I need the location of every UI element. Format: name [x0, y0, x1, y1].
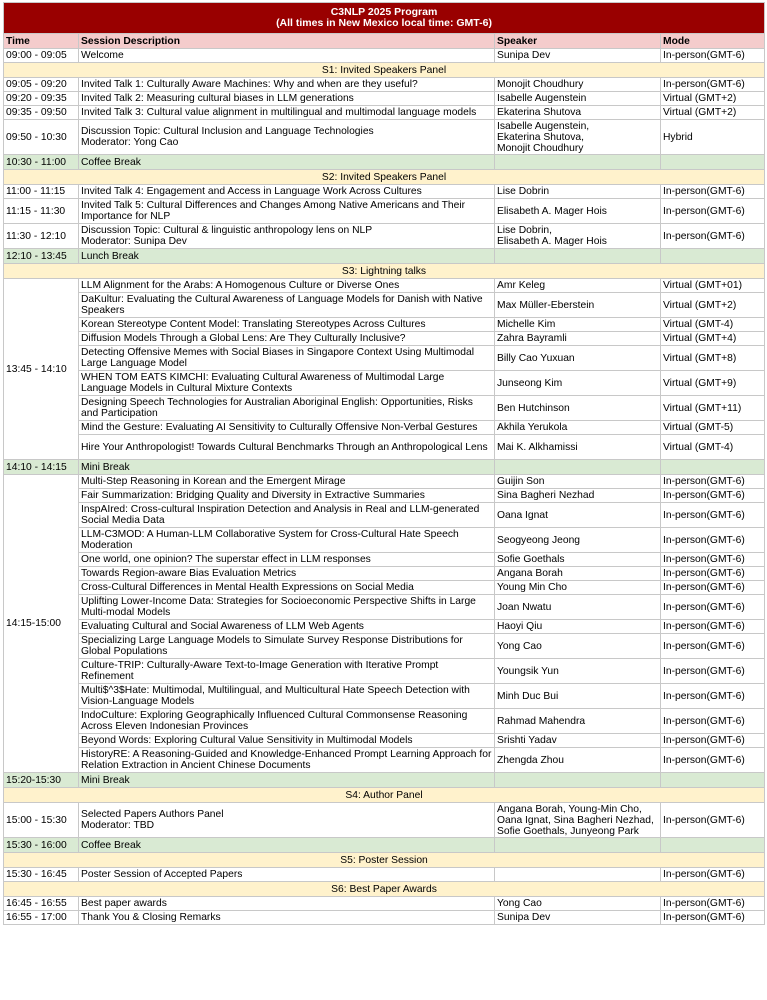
mode-cell: In-person(GMT-6)	[661, 911, 765, 925]
session-cell: Multi-Step Reasoning in Korean and the Emergent Mirage	[79, 475, 495, 489]
time-cell: 11:15 - 11:30	[4, 199, 79, 224]
table-row	[4, 734, 765, 748]
mode-cell: Virtual (GMT+2)	[661, 106, 765, 120]
break-row-mini	[4, 773, 765, 788]
table-row	[4, 620, 765, 634]
mode-cell: In-person(GMT-6)	[661, 620, 765, 634]
mode-cell: Virtual (GMT+01)	[661, 279, 765, 293]
speaker-cell: Joan Nwatu	[495, 595, 661, 620]
header-session: Session Description	[79, 34, 495, 49]
program-title-line1: C3NLP 2025 Program	[330, 6, 438, 18]
session-cell: Culture-TRIP: Culturally-Aware Text-to-Image Generation with Iterative Prompt Refinement	[79, 659, 495, 684]
mode-cell: In-person(GMT-6)	[661, 748, 765, 773]
section-title: S3: Lightning talks	[4, 264, 765, 279]
speaker-cell: Haoyi Qiu	[495, 620, 661, 634]
break-label: Mini Break	[79, 773, 495, 788]
break-row-mini	[4, 460, 765, 475]
table-row	[4, 106, 765, 120]
empty-cell	[661, 773, 765, 788]
program-title	[4, 3, 765, 34]
session-cell: Best paper awards	[79, 897, 495, 911]
mode-cell: Virtual (GMT-4)	[661, 435, 765, 460]
title-row	[4, 3, 765, 34]
empty-cell	[661, 155, 765, 170]
table-row	[4, 332, 765, 346]
table-row	[4, 396, 765, 421]
speaker-cell: Isabelle Augenstein	[495, 92, 661, 106]
time-cell: 10:30 - 11:00	[4, 155, 79, 170]
session-cell: Uplifting Lower-Income Data: Strategies for Socioeconomic Perspective Shifts in Large Multi-modal Models	[79, 595, 495, 620]
session-cell: InspAIred: Cross-cultural Inspiration Detection and Analysis in Real and LLM-generated Social Media Data	[79, 503, 495, 528]
table-row	[4, 911, 765, 925]
break-label: Coffee Break	[79, 155, 495, 170]
session-cell: Detecting Offensive Memes with Social Biases in Singapore Context Using Multimodal Large Language Model	[79, 346, 495, 371]
session-cell: Invited Talk 5: Cultural Differences and Changes Among Native Americans and Their Importance for NLP	[79, 199, 495, 224]
mode-cell: In-person(GMT-6)	[661, 595, 765, 620]
speaker-cell: Oana Ignat	[495, 503, 661, 528]
section-row-s2	[4, 170, 765, 185]
speaker-cell	[495, 868, 661, 882]
speaker-cell: Monojit Choudhury	[495, 78, 661, 92]
time-cell: 16:55 - 17:00	[4, 911, 79, 925]
mode-cell: In-person(GMT-6)	[661, 684, 765, 709]
speaker-cell: Ekaterina Shutova	[495, 106, 661, 120]
section-title: S2: Invited Speakers Panel	[4, 170, 765, 185]
session-cell: HistoryRE: A Reasoning-Guided and Knowledge-Enhanced Prompt Learning Approach for Relation Extraction in Ancient Chinese Documents	[79, 748, 495, 773]
table-row	[4, 199, 765, 224]
empty-cell	[495, 249, 661, 264]
section-row-s3	[4, 264, 765, 279]
mode-cell: In-person(GMT-6)	[661, 709, 765, 734]
session-cell: Korean Stereotype Content Model: Translating Stereotypes Across Cultures	[79, 318, 495, 332]
session-cell: Evaluating Cultural and Social Awareness of LLM Web Agents	[79, 620, 495, 634]
section-row-s1	[4, 63, 765, 78]
table-row	[4, 78, 765, 92]
time-cell: 15:20-15:30	[4, 773, 79, 788]
break-row-lunch	[4, 249, 765, 264]
break-label: Coffee Break	[79, 838, 495, 853]
speaker-cell: Billy Cao Yuxuan	[495, 346, 661, 371]
program-table	[3, 2, 765, 925]
speaker-cell: Amr Keleg	[495, 279, 661, 293]
table-row	[4, 318, 765, 332]
header-time: Time	[4, 34, 79, 49]
speaker-cell: Mai K. Alkhamissi	[495, 435, 661, 460]
speaker-cell: Junseong Kim	[495, 371, 661, 396]
speaker-cell: Lise Dobrin	[495, 185, 661, 199]
session-cell: Invited Talk 1: Culturally Aware Machines: Why and when are they useful?	[79, 78, 495, 92]
speaker-cell: Elisabeth A. Mager Hois	[495, 199, 661, 224]
session-cell: Invited Talk 3: Cultural value alignment in multilingual and multimodal language models	[79, 106, 495, 120]
table-row	[4, 748, 765, 773]
mode-cell: Virtual (GMT+4)	[661, 332, 765, 346]
mode-cell: In-person(GMT-6)	[661, 553, 765, 567]
table-row	[4, 659, 765, 684]
time-cell: 15:00 - 15:30	[4, 803, 79, 838]
session-cell: Specializing Large Language Models to Simulate Survey Response Distributions for Global Populations	[79, 634, 495, 659]
table-row	[4, 503, 765, 528]
mode-cell: In-person(GMT-6)	[661, 199, 765, 224]
mode-cell: In-person(GMT-6)	[661, 49, 765, 63]
mode-cell: Virtual (GMT+8)	[661, 346, 765, 371]
speaker-cell: Rahmad Mahendra	[495, 709, 661, 734]
table-row	[4, 185, 765, 199]
break-row-coffee	[4, 155, 765, 170]
session-cell: LLM Alignment for the Arabs: A Homogenous Culture or Diverse Ones	[79, 279, 495, 293]
time-cell: 09:20 - 09:35	[4, 92, 79, 106]
session-cell: Poster Session of Accepted Papers	[79, 868, 495, 882]
speaker-cell: Sunipa Dev	[495, 49, 661, 63]
time-cell: 09:05 - 09:20	[4, 78, 79, 92]
speaker-cell: Srishti Yadav	[495, 734, 661, 748]
mode-cell: In-person(GMT-6)	[661, 581, 765, 595]
table-row	[4, 49, 765, 63]
mode-cell: In-person(GMT-6)	[661, 897, 765, 911]
table-row	[4, 553, 765, 567]
mode-cell: In-person(GMT-6)	[661, 78, 765, 92]
empty-cell	[661, 838, 765, 853]
mode-cell: In-person(GMT-6)	[661, 185, 765, 199]
section-row-s5	[4, 853, 765, 868]
speaker-cell: Lise Dobrin, Elisabeth A. Mager Hois	[495, 224, 661, 249]
mode-cell: In-person(GMT-6)	[661, 803, 765, 838]
table-row	[4, 279, 765, 293]
empty-cell	[495, 838, 661, 853]
session-cell: Fair Summarization: Bridging Quality and Diversity in Extractive Summaries	[79, 489, 495, 503]
time-cell: 11:00 - 11:15	[4, 185, 79, 199]
table-row	[4, 528, 765, 553]
mode-cell: In-person(GMT-6)	[661, 659, 765, 684]
mode-cell: Virtual (GMT+11)	[661, 396, 765, 421]
section-title: S4: Author Panel	[4, 788, 765, 803]
session-cell: Hire Your Anthropologist! Towards Cultural Benchmarks Through an Anthropological Lens	[79, 435, 495, 460]
section-title: S1: Invited Speakers Panel	[4, 63, 765, 78]
mode-cell: In-person(GMT-6)	[661, 528, 765, 553]
time-cell: 09:50 - 10:30	[4, 120, 79, 155]
header-row	[4, 34, 765, 49]
table-row	[4, 92, 765, 106]
speaker-cell: Angana Borah	[495, 567, 661, 581]
mode-cell: Virtual (GMT+2)	[661, 293, 765, 318]
speaker-cell: Yong Cao	[495, 634, 661, 659]
break-label: Lunch Break	[79, 249, 495, 264]
time-cell: 15:30 - 16:00	[4, 838, 79, 853]
mode-cell: Virtual (GMT+2)	[661, 92, 765, 106]
mode-cell: In-person(GMT-6)	[661, 224, 765, 249]
mode-cell: In-person(GMT-6)	[661, 634, 765, 659]
section-row-s4	[4, 788, 765, 803]
table-row	[4, 595, 765, 620]
table-row	[4, 371, 765, 396]
empty-cell	[495, 460, 661, 475]
section-title: S5: Poster Session	[4, 853, 765, 868]
session-cell: Multi$^3$Hate: Multimodal, Multilingual, and Multicultural Hate Speech Detection with Vision-Language Models	[79, 684, 495, 709]
table-row	[4, 581, 765, 595]
speaker-cell: Isabelle Augenstein, Ekaterina Shutova, Monojit Choudhury	[495, 120, 661, 155]
speaker-cell: Young Min Cho	[495, 581, 661, 595]
mode-cell: Hybrid	[661, 120, 765, 155]
session-cell: Beyond Words: Exploring Cultural Value Sensitivity in Multimodal Models	[79, 734, 495, 748]
time-cell: 09:35 - 09:50	[4, 106, 79, 120]
mode-cell: In-person(GMT-6)	[661, 567, 765, 581]
session-cell: Cross-Cultural Differences in Mental Health Expressions on Social Media	[79, 581, 495, 595]
session-cell: Mind the Gesture: Evaluating AI Sensitivity to Culturally Offensive Non-Verbal Gestures	[79, 421, 495, 435]
session-cell: Welcome	[79, 49, 495, 63]
speaker-cell: Seogyeong Jeong	[495, 528, 661, 553]
session-cell: Invited Talk 2: Measuring cultural biases in LLM generations	[79, 92, 495, 106]
speaker-cell: Zhengda Zhou	[495, 748, 661, 773]
header-speaker: Speaker	[495, 34, 661, 49]
mode-cell: In-person(GMT-6)	[661, 734, 765, 748]
table-row	[4, 435, 765, 460]
table-row	[4, 897, 765, 911]
speaker-cell: Youngsik Yun	[495, 659, 661, 684]
time-cell: 16:45 - 16:55	[4, 897, 79, 911]
time-cell: 13:45 - 14:10	[4, 279, 79, 460]
section-title: S6: Best Paper Awards	[4, 882, 765, 897]
speaker-cell: Max Müller-Eberstein	[495, 293, 661, 318]
table-row	[4, 421, 765, 435]
session-cell: One world, one opinion? The superstar effect in LLM responses	[79, 553, 495, 567]
session-cell: Diffusion Models Through a Global Lens: Are They Culturally Inclusive?	[79, 332, 495, 346]
session-cell: Discussion Topic: Cultural Inclusion and Language Technologies Moderator: Yong Cao	[79, 120, 495, 155]
speaker-cell: Yong Cao	[495, 897, 661, 911]
session-cell: Discussion Topic: Cultural & linguistic anthropology lens on NLP Moderator: Sunipa Dev	[79, 224, 495, 249]
session-cell: Invited Talk 4: Engagement and Access in Language Work Across Cultures	[79, 185, 495, 199]
program-title-line2: (All times in New Mexico local time: GMT-6)	[276, 17, 492, 29]
table-row	[4, 803, 765, 838]
mode-cell: Virtual (GMT-4)	[661, 318, 765, 332]
session-cell: Thank You & Closing Remarks	[79, 911, 495, 925]
table-row	[4, 868, 765, 882]
mode-cell: Virtual (GMT+9)	[661, 371, 765, 396]
mode-cell: In-person(GMT-6)	[661, 475, 765, 489]
speaker-cell: Sina Bagheri Nezhad	[495, 489, 661, 503]
speaker-cell: Zahra Bayramli	[495, 332, 661, 346]
speaker-cell: Guijin Son	[495, 475, 661, 489]
section-row-s6	[4, 882, 765, 897]
empty-cell	[495, 773, 661, 788]
table-row	[4, 684, 765, 709]
break-label: Mini Break	[79, 460, 495, 475]
break-row-coffee	[4, 838, 765, 853]
session-cell: Towards Region-aware Bias Evaluation Metrics	[79, 567, 495, 581]
time-cell: 14:15-15:00	[4, 475, 79, 773]
time-cell: 09:00 - 09:05	[4, 49, 79, 63]
time-cell: 15:30 - 16:45	[4, 868, 79, 882]
table-row	[4, 475, 765, 489]
header-mode: Mode	[661, 34, 765, 49]
session-cell: WHEN TOM EATS KIMCHI: Evaluating Cultural Awareness of Multimodal Large Language Models in Cultural Mixture Contexts	[79, 371, 495, 396]
mode-cell: In-person(GMT-6)	[661, 489, 765, 503]
speaker-cell: Akhila Yerukola	[495, 421, 661, 435]
table-row	[4, 489, 765, 503]
empty-cell	[661, 460, 765, 475]
empty-cell	[661, 249, 765, 264]
table-row	[4, 567, 765, 581]
time-cell: 12:10 - 13:45	[4, 249, 79, 264]
speaker-cell: Angana Borah, Young-Min Cho, Oana Ignat, Sina Bagheri Nezhad, Sofie Goethals, Junyeong Park	[495, 803, 661, 838]
mode-cell: In-person(GMT-6)	[661, 503, 765, 528]
speaker-cell: Ben Hutchinson	[495, 396, 661, 421]
speaker-cell: Minh Duc Bui	[495, 684, 661, 709]
speaker-cell: Michelle Kim	[495, 318, 661, 332]
time-cell: 14:10 - 14:15	[4, 460, 79, 475]
table-row	[4, 224, 765, 249]
speaker-cell: Sunipa Dev	[495, 911, 661, 925]
session-cell: Selected Papers Authors Panel Moderator: TBD	[79, 803, 495, 838]
table-row	[4, 293, 765, 318]
session-cell: LLM-C3MOD: A Human-LLM Collaborative System for Cross-Cultural Hate Speech Moderation	[79, 528, 495, 553]
empty-cell	[495, 155, 661, 170]
table-row	[4, 346, 765, 371]
session-cell: Designing Speech Technologies for Australian Aboriginal English: Opportunities, Risks and Participation	[79, 396, 495, 421]
table-row	[4, 120, 765, 155]
table-row	[4, 709, 765, 734]
session-cell: DaKultur: Evaluating the Cultural Awareness of Language Models for Danish with Native Speakers	[79, 293, 495, 318]
table-row	[4, 634, 765, 659]
mode-cell: Virtual (GMT-5)	[661, 421, 765, 435]
session-cell: IndoCulture: Exploring Geographically Influenced Cultural Commonsense Reasoning Across Eleven Indonesian Provinces	[79, 709, 495, 734]
mode-cell: In-person(GMT-6)	[661, 868, 765, 882]
time-cell: 11:30 - 12:10	[4, 224, 79, 249]
speaker-cell: Sofie Goethals	[495, 553, 661, 567]
